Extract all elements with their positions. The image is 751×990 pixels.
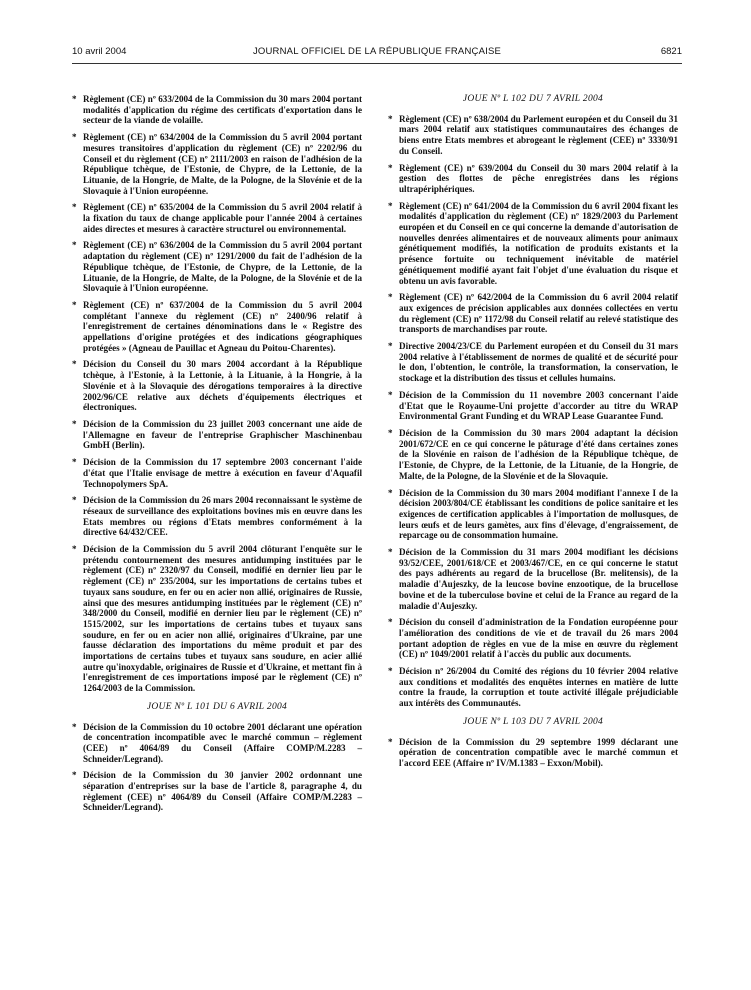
bullet-marker: * [388, 736, 393, 747]
bullet-marker: * [72, 457, 77, 468]
entry-item [72, 359, 362, 413]
entry-text: Règlement (CE) nº 636/2004 de la Commission du 5 avril 2004 portant adaptation du règlement (CE) nº 1291/2000 du fait de l'adhésion de la République tchèque, de l'Estonie, de Chypre, de la Lettonie, de la Lituanie, de la Hongrie, de Malte, de la Pologne, de la Slovénie et de la Slovaquie à l'Union européenne. [83, 240, 362, 294]
entry-item [72, 202, 362, 234]
right-column [388, 94, 678, 775]
entry-text: Décision de la Commission du 23 juillet 2003 concernant une aide de l'Allemagne en faveur de l'entreprise Graphischer Maschinenbau GmbH (Berlin). [83, 418, 362, 451]
bullet-marker: * [72, 495, 77, 506]
entry-text: Règlement (CE) nº 642/2004 de la Commission du 6 avril 2004 relatif aux exigences de précision applicables aux données collectées en vertu du règlement (CE) nº 1172/98 du Conseil relatif au relevé statistique des transports de marchandises par route. [399, 292, 678, 335]
entry-item [388, 617, 678, 660]
running-header [72, 46, 682, 60]
entry-item [72, 300, 362, 354]
entry-text: Décision de la Commission du 17 septembre 2003 concernant l'aide d'état que l'Italie envisage de mettre à exécution en faveur d'Aquafil Technopolymers SpA. [83, 457, 362, 489]
entry-text: Directive 2004/23/CE du Parlement européen et du Conseil du 31 mars 2004 relative à l'établissement de normes de qualité et de sécurité pour le don, l'obtention, le contrôle, la transformation, la conservation, le stockage et la distribution des tissus et cellules humains. [399, 341, 678, 384]
entry-text: Règlement (CE) nº 638/2004 du Parlement européen et du Conseil du 31 mars 2004 relatif aux statistiques communautaires des échanges de biens entre Etats membres et abrogeant le règlement (CEE) nº 3330/91 du Conseil. [399, 113, 678, 156]
bullet-marker: * [388, 292, 393, 303]
left-entries-a [72, 94, 362, 694]
bullet-marker: * [388, 666, 393, 677]
section-heading-l103: JOUE Nº L 103 DU 7 AVRIL 2004 [462, 716, 604, 727]
bullet-marker: * [72, 721, 77, 732]
entry-text: Décision du Conseil du 30 mars 2004 accordant à la République tchèque, à l'Estonie, à la Lettonie, à la Lituanie, à la Hongrie, à la Slovénie et à la Slovaquie des dérogations temporaires à la directive 2002/96/CE relative aux déchets d'équipements électriques et électroniques. [83, 359, 362, 413]
entry-text: Règlement (CE) nº 641/2004 de la Commission du 6 avril 2004 fixant les modalités d'application du règlement (CE) nº 1829/2003 du Parlement européen et du Conseil en ce qui concerne la demande d'autorisation de nouvelles denrées alimentaires et de nouveaux aliments pour animaux génétiquement modifiés, la notification de produits existants et la présence fortuite ou techniquement inévitable de matériel génétiquement modifié ayant fait l'objet d'une évaluation du risque et obtenu un avis favorable. [399, 200, 678, 286]
entry-text: Règlement (CE) nº 634/2004 de la Commission du 5 avril 2004 portant mesures transitoires d'application du règlement (CE) nº 2202/96 du Conseil et du règlement (CE) nº 2111/2003 en raison de l'adhésion de la République tchèque, de l'Estonie, de Chypre, de la Lettonie, de la Lituanie, de la Hongrie, de Malte, de la Pologne, de la Slovénie et de la Slovaquie à l'Union européenne. [83, 132, 362, 196]
entry-item [388, 547, 678, 611]
right-entries-a [388, 114, 678, 709]
bullet-marker: * [388, 389, 393, 400]
bullet-marker: * [72, 94, 77, 104]
bullet-marker: * [388, 200, 393, 211]
bullet-marker: * [72, 544, 77, 555]
entry-text: Décision de la Commission du 10 octobre 2001 déclarant une opération de concentration incompatible avec le marché commun – règlement (CEE) nº 4064/89 du Conseil (Affaire COMP/M.2283 – Schneider/Legrand). [83, 721, 362, 764]
entry-text: Décision de la Commission du 29 septembre 1999 déclarant une opération de concentration compatible avec le marché commun et l'accord EEE (Affaire nº IV/M.1383 – Exxon/Mobil). [399, 736, 678, 768]
bullet-marker: * [72, 132, 77, 143]
left-column [72, 94, 362, 819]
entry-text: Décision de la Commission du 30 janvier 2002 ordonnant une séparation d'entreprises sur la base de l'article 8, paragraphe 4, du règlement (CEE) nº 4064/89 du Conseil (Affaire COMP/M.2283 – Schneider/Legrand). [83, 770, 362, 813]
entry-text: Décision de la Commission du 5 avril 2004 clôturant l'enquête sur le prétendu contournement des mesures antidumping instituées par le règlement (CE) nº 2320/97 du Conseil, modifié en dernier lieu par le règlement (CE) nº 235/2004, sur les importations de certains tubes et tuyaux sans soudure, en fer ou en acier non allié, originaires de Russie, ainsi que des mesures antidumping instituées par le règlement (CE) nº 348/2000 du Conseil, modifié en dernier lieu par le règlement (CE) nº 1515/2002, sur les importations de certains tubes et tuyaux sans soudure, en fer ou en acier non allié, originaires d'Ukraine, par une fausse déclaration des importations du même produit et par des importations de certains tubes et tuyaux sans soudure, en acier allié autre qu'inoxydable, originaires de Russie et d'Ukraine, et mettant fin à l'enregistrement de ces importations imposé par le règlement (CE) nº 1264/2003 de la Commission. [83, 544, 362, 694]
issue-date: 10 avril 2004 [72, 46, 127, 57]
left-entries-b [72, 722, 362, 814]
entry-text: Règlement (CE) nº 635/2004 de la Commission du 5 avril 2004 relatif à la fixation du taux de change applicable pour l'année 2004 à certaines aides directes et mesures à caractère structurel ou environnemental. [83, 202, 362, 234]
entry-item [388, 390, 678, 422]
bullet-marker: * [388, 547, 393, 558]
bullet-marker: * [72, 299, 77, 310]
entry-text: Décision de la Commission du 31 mars 2004 modifiant les décisions 93/52/CEE, 2001/618/CE et 2003/467/CE, en ce qui concerne le statut des pays adhérents au regard de la brucellose (Br. melitensis), de la maladie d'Aujeszky, de la leucose bovine enzootique, de la brucellose bovine et de la tuberculose bovine et celui de la France au regard de la maladie d'Aujeszky. [399, 547, 678, 611]
bullet-marker: * [388, 162, 393, 173]
entry-item [388, 292, 678, 335]
entry-text: Décision de la Commission du 30 mars 2004 modifiant l'annexe I de la décision 2003/804/CE établissant les conditions de police sanitaire et les exigences de certification applicables à l'importation de mollusques, de leurs œufs et de leurs gamètes, aux fins d'élevage, d'engraissement, de reparcage ou de consommation humaine. [399, 487, 678, 541]
entry-text: Décision de la Commission du 26 mars 2004 reconnaissant le système de réseaux de surveillance des exploitations bovines mis en œuvre dans les Etats membres ou régions d'Etats membres conformément à la directive 64/432/CEE. [83, 495, 362, 538]
bullet-marker: * [72, 240, 77, 251]
bullet-marker: * [388, 427, 393, 438]
section-heading-l102: JOUE Nº L 102 DU 7 AVRIL 2004 [462, 94, 604, 104]
entry-item [72, 722, 362, 765]
entry-item [72, 132, 362, 196]
journal-title: JOURNAL OFFICIEL DE LA RÉPUBLIQUE FRANÇAISE [252, 46, 502, 57]
bullet-marker: * [72, 770, 77, 781]
entry-item [388, 737, 678, 769]
bullet-marker: * [388, 113, 393, 124]
bullet-marker: * [388, 617, 393, 628]
entry-text: Règlement (CE) nº 633/2004 de la Commission du 30 mars 2004 portant modalités d'application du régime des certificats d'exportation dans le secteur de la viande de volaille. [83, 94, 362, 126]
entry-text: Décision de la Commission du 11 novembre 2003 concernant l'aide d'Etat que le Royaume-Uni projette d'accorder au titre du WRAP Environmental Grant Funding et du WRAP Lease Guarantee Fund. [399, 389, 678, 422]
entry-text: Règlement (CE) nº 639/2004 du Conseil du 30 mars 2004 relatif à la gestion des flottes de pêche enregistrées dans les régions ultrapériphériques. [399, 162, 678, 194]
header-rule [72, 63, 682, 64]
entry-item [72, 544, 362, 694]
entry-item [72, 419, 362, 451]
bullet-marker: * [388, 341, 393, 352]
entry-text: Décision de la Commission du 30 mars 2004 adaptant la décision 2001/672/CE en ce qui concerne le pâturage d'été dans certaines zones de la Slovénie en raison de l'adhésion de la République tchèque, de l'Estonie, de Chypre, de la Lettonie, de la Lituanie, de la Hongrie, de Malte, de la Pologne, de la Slovénie et de la Slovaquie. [399, 427, 678, 481]
entry-item [388, 201, 678, 287]
bullet-marker: * [72, 202, 77, 213]
section-heading-l101: JOUE Nº L 101 DU 6 AVRIL 2004 [146, 701, 288, 712]
entry-text: Règlement (CE) nº 637/2004 de la Commission du 5 avril 2004 complétant l'annexe du règlement (CE) nº 2400/96 relatif à l'enregistrement de certaines dénominations dans le « Registre des appellations d'origine protégées et des indications géographiques protégées » (Agneau de Pauillac et Agneau du Poitou-Charentes). [83, 299, 362, 353]
entry-item [72, 240, 362, 294]
entry-item [388, 428, 678, 482]
entry-text: Décision nº 26/2004 du Comité des régions du 10 février 2004 relative aux conditions et modalités des enquêtes internes en matière de lutte contre la fraude, la corruption et toute activité illégale préjudiciable aux intérêts des Communautés. [399, 666, 678, 709]
bullet-marker: * [72, 359, 77, 370]
entry-text: Décision du conseil d'administration de la Fondation européenne pour l'amélioration des conditions de vie et de travail du 26 mars 2004 portant adoption de règles en vue de la mise en œuvre du règlement (CE) nº 1049/2001 relatif à l'accès du public aux documents. [399, 617, 678, 660]
bullet-marker: * [72, 418, 77, 429]
entry-item [388, 666, 678, 709]
entry-item [72, 770, 362, 813]
entry-item [388, 341, 678, 384]
right-entries-b [388, 737, 678, 769]
entry-item [72, 94, 362, 126]
page-number: 6821 [660, 46, 682, 57]
entry-item [388, 114, 678, 157]
entry-item [72, 457, 362, 489]
entry-item [72, 495, 362, 538]
entry-item [388, 163, 678, 195]
bullet-marker: * [388, 487, 393, 498]
entry-item [388, 488, 678, 542]
